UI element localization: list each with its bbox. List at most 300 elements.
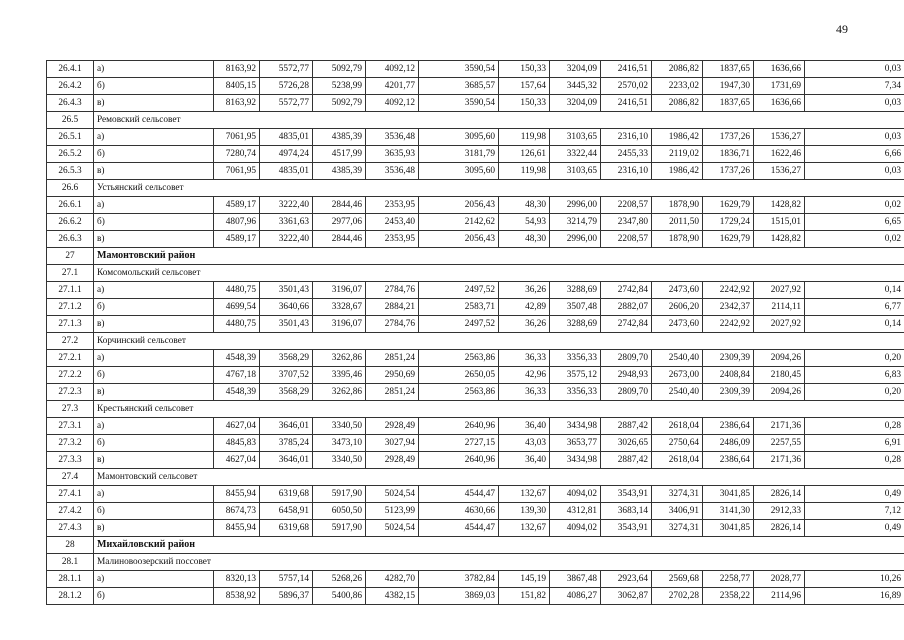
row-variant: в): [94, 163, 214, 180]
row-code: 28.1.2: [47, 588, 94, 605]
value-cell: 2386,64: [703, 452, 754, 469]
value-cell: 2347,80: [601, 214, 652, 231]
section-name: Крестьянский сельсовет: [94, 401, 904, 418]
row-variant: в): [94, 95, 214, 112]
value-cell: 3568,29: [260, 384, 313, 401]
value-cell: 6458,91: [260, 503, 313, 520]
value-cell: 3328,67: [313, 299, 366, 316]
row-code: 26.5.2: [47, 146, 94, 163]
section-name: Комсомольский сельсовет: [94, 265, 904, 282]
value-cell: 2702,28: [652, 588, 703, 605]
value-cell: 3473,10: [313, 435, 366, 452]
value-cell: 36,33: [499, 350, 550, 367]
value-cell: 4382,15: [366, 588, 419, 605]
table-row: [47, 418, 904, 435]
value-cell: 2258,77: [703, 571, 754, 588]
value-cell: 2416,51: [601, 61, 652, 78]
value-cell: 2094,26: [754, 350, 805, 367]
table-row: [47, 452, 904, 469]
value-cell: 3590,54: [419, 95, 499, 112]
value-cell: 3196,07: [313, 316, 366, 333]
value-cell: 36,40: [499, 452, 550, 469]
row-variant: б): [94, 214, 214, 231]
value-cell: 7061,95: [214, 129, 260, 146]
table-body: [47, 61, 904, 605]
value-cell: 2180,45: [754, 367, 805, 384]
row-variant: в): [94, 316, 214, 333]
value-cell: 4630,66: [419, 503, 499, 520]
value-cell: 3062,87: [601, 588, 652, 605]
value-cell: 2912,33: [754, 503, 805, 520]
table-row: [47, 95, 904, 112]
value-cell: 2844,46: [313, 231, 366, 248]
value-cell: 2809,70: [601, 384, 652, 401]
value-cell: 2996,00: [550, 197, 601, 214]
value-cell: 2887,42: [601, 418, 652, 435]
row-code: 27.2.2: [47, 367, 94, 384]
value-cell: 3214,79: [550, 214, 601, 231]
row-code: 27.1.1: [47, 282, 94, 299]
row-variant: б): [94, 78, 214, 95]
value-cell: 2473,60: [652, 282, 703, 299]
value-cell: 5572,77: [260, 95, 313, 112]
value-cell: 1536,27: [754, 163, 805, 180]
value-cell: 2996,00: [550, 231, 601, 248]
row-variant: б): [94, 146, 214, 163]
value-cell: 2851,24: [366, 384, 419, 401]
value-cell: 1536,27: [754, 129, 805, 146]
row-variant: а): [94, 418, 214, 435]
value-cell: 7,34: [805, 78, 904, 95]
row-variant: а): [94, 61, 214, 78]
row-code: 27.2: [47, 333, 94, 350]
table-row: [47, 571, 904, 588]
value-cell: 119,98: [499, 163, 550, 180]
value-cell: 3707,52: [260, 367, 313, 384]
value-cell: 36,33: [499, 384, 550, 401]
row-variant: а): [94, 197, 214, 214]
value-cell: 3340,50: [313, 452, 366, 469]
value-cell: 3434,98: [550, 418, 601, 435]
value-cell: 5572,77: [260, 61, 313, 78]
value-cell: 3222,40: [260, 231, 313, 248]
value-cell: 4544,47: [419, 486, 499, 503]
value-cell: 43,03: [499, 435, 550, 452]
value-cell: 4845,83: [214, 435, 260, 452]
value-cell: 1428,82: [754, 197, 805, 214]
value-cell: 4589,17: [214, 231, 260, 248]
section-header-row: [47, 333, 904, 350]
value-cell: 1737,26: [703, 163, 754, 180]
value-cell: 2563,86: [419, 350, 499, 367]
value-cell: 36,40: [499, 418, 550, 435]
value-cell: 2977,06: [313, 214, 366, 231]
value-cell: 0,03: [805, 61, 904, 78]
row-code: 27.2.3: [47, 384, 94, 401]
value-cell: 6,91: [805, 435, 904, 452]
value-cell: 3141,30: [703, 503, 754, 520]
value-cell: 1737,26: [703, 129, 754, 146]
value-cell: 1515,01: [754, 214, 805, 231]
row-variant: б): [94, 503, 214, 520]
value-cell: 4627,04: [214, 452, 260, 469]
value-cell: 1428,82: [754, 231, 805, 248]
value-cell: 2257,55: [754, 435, 805, 452]
table-row: [47, 129, 904, 146]
value-cell: 5092,79: [313, 95, 366, 112]
value-cell: 8320,13: [214, 571, 260, 588]
value-cell: 2011,50: [652, 214, 703, 231]
row-variant: в): [94, 520, 214, 537]
value-cell: 1986,42: [652, 163, 703, 180]
value-cell: 4092,12: [366, 61, 419, 78]
value-cell: 3262,86: [313, 384, 366, 401]
value-cell: 4807,96: [214, 214, 260, 231]
section-name: Корчинский сельсовет: [94, 333, 904, 350]
value-cell: 10,26: [805, 571, 904, 588]
value-cell: 3222,40: [260, 197, 313, 214]
value-cell: 48,30: [499, 197, 550, 214]
row-variant: а): [94, 129, 214, 146]
row-code: 27.2.1: [47, 350, 94, 367]
value-cell: 3640,66: [260, 299, 313, 316]
row-code: 27.3.1: [47, 418, 94, 435]
value-cell: 3646,01: [260, 452, 313, 469]
value-cell: 2309,39: [703, 384, 754, 401]
value-cell: 2784,76: [366, 316, 419, 333]
section-header-row: [47, 401, 904, 418]
row-variant: б): [94, 299, 214, 316]
value-cell: 2928,49: [366, 418, 419, 435]
table-row: [47, 146, 904, 163]
row-code: 26.5: [47, 112, 94, 129]
table-row: [47, 384, 904, 401]
row-code: 27.3: [47, 401, 94, 418]
section-header-row: [47, 180, 904, 197]
section-header-row: [47, 469, 904, 486]
table-row: [47, 231, 904, 248]
value-cell: 36,26: [499, 316, 550, 333]
value-cell: 3288,69: [550, 282, 601, 299]
value-cell: 3181,79: [419, 146, 499, 163]
row-variant: б): [94, 367, 214, 384]
value-cell: 5757,14: [260, 571, 313, 588]
value-cell: 0,28: [805, 418, 904, 435]
page-number: 49: [836, 22, 848, 36]
value-cell: 2242,92: [703, 316, 754, 333]
value-cell: 6,65: [805, 214, 904, 231]
value-cell: 4767,18: [214, 367, 260, 384]
value-cell: 3196,07: [313, 282, 366, 299]
value-cell: 16,89: [805, 588, 904, 605]
value-cell: 2094,26: [754, 384, 805, 401]
value-cell: 0,20: [805, 384, 904, 401]
value-cell: 2386,64: [703, 418, 754, 435]
value-cell: 2416,51: [601, 95, 652, 112]
row-code: 26.6: [47, 180, 94, 197]
value-cell: 4086,27: [550, 588, 601, 605]
value-cell: 2618,04: [652, 418, 703, 435]
value-cell: 2583,71: [419, 299, 499, 316]
section-header-row: [47, 554, 904, 571]
value-cell: 4480,75: [214, 282, 260, 299]
value-cell: 1636,66: [754, 61, 805, 78]
table-row: [47, 316, 904, 333]
value-cell: 139,30: [499, 503, 550, 520]
value-cell: 2928,49: [366, 452, 419, 469]
row-code: 27.1.3: [47, 316, 94, 333]
value-cell: 3536,48: [366, 163, 419, 180]
value-cell: 2727,15: [419, 435, 499, 452]
value-cell: 42,96: [499, 367, 550, 384]
value-cell: 2316,10: [601, 129, 652, 146]
value-cell: 2784,76: [366, 282, 419, 299]
value-cell: 3026,65: [601, 435, 652, 452]
value-cell: 3204,09: [550, 61, 601, 78]
value-cell: 5092,79: [313, 61, 366, 78]
table-row: [47, 588, 904, 605]
value-cell: 4548,39: [214, 384, 260, 401]
value-cell: 2086,82: [652, 95, 703, 112]
value-cell: 3590,54: [419, 61, 499, 78]
row-variant: а): [94, 282, 214, 299]
row-code: 26.4.3: [47, 95, 94, 112]
value-cell: 2540,40: [652, 384, 703, 401]
table-row: [47, 435, 904, 452]
value-cell: 1729,24: [703, 214, 754, 231]
table-row: [47, 282, 904, 299]
value-cell: 2473,60: [652, 316, 703, 333]
value-cell: 2486,09: [703, 435, 754, 452]
value-cell: 3095,60: [419, 163, 499, 180]
value-cell: 3041,85: [703, 486, 754, 503]
value-cell: 1731,69: [754, 78, 805, 95]
value-cell: 2563,86: [419, 384, 499, 401]
value-cell: 2208,57: [601, 197, 652, 214]
row-variant: в): [94, 384, 214, 401]
value-cell: 150,33: [499, 95, 550, 112]
row-code: 27: [47, 248, 94, 265]
value-cell: 151,82: [499, 588, 550, 605]
district-header-row: [47, 537, 904, 554]
value-cell: 157,64: [499, 78, 550, 95]
table-row: [47, 61, 904, 78]
value-cell: 6319,68: [260, 520, 313, 537]
value-cell: 5024,54: [366, 486, 419, 503]
value-cell: 3575,12: [550, 367, 601, 384]
value-cell: 2851,24: [366, 350, 419, 367]
value-cell: 1629,79: [703, 231, 754, 248]
district-name: Михайловский район: [94, 537, 904, 554]
value-cell: 2114,96: [754, 588, 805, 605]
value-cell: 4974,24: [260, 146, 313, 163]
value-cell: 2618,04: [652, 452, 703, 469]
value-cell: 2950,69: [366, 367, 419, 384]
row-code: 27.4: [47, 469, 94, 486]
value-cell: 3507,48: [550, 299, 601, 316]
row-code: 26.4.1: [47, 61, 94, 78]
value-cell: 4544,47: [419, 520, 499, 537]
value-cell: 2650,05: [419, 367, 499, 384]
value-cell: 2316,10: [601, 163, 652, 180]
value-cell: 3785,24: [260, 435, 313, 452]
value-cell: 8455,94: [214, 486, 260, 503]
table-row: [47, 350, 904, 367]
value-cell: 126,61: [499, 146, 550, 163]
row-code: 27.4.2: [47, 503, 94, 520]
value-cell: 3395,46: [313, 367, 366, 384]
row-code: 27.1.2: [47, 299, 94, 316]
value-cell: 4517,99: [313, 146, 366, 163]
value-cell: 3274,31: [652, 486, 703, 503]
row-code: 26.6.1: [47, 197, 94, 214]
value-cell: 3646,01: [260, 418, 313, 435]
value-cell: 2056,43: [419, 197, 499, 214]
value-cell: 6,83: [805, 367, 904, 384]
value-cell: 2028,77: [754, 571, 805, 588]
value-cell: 3340,50: [313, 418, 366, 435]
section-name: Ремовский сельсовет: [94, 112, 904, 129]
value-cell: 2455,33: [601, 146, 652, 163]
value-cell: 3262,86: [313, 350, 366, 367]
value-cell: 2606,20: [652, 299, 703, 316]
value-cell: 0,14: [805, 282, 904, 299]
value-cell: 1636,66: [754, 95, 805, 112]
value-cell: 3356,33: [550, 384, 601, 401]
value-cell: 150,33: [499, 61, 550, 78]
row-variant: а): [94, 571, 214, 588]
value-cell: 2742,84: [601, 316, 652, 333]
value-cell: 2119,02: [652, 146, 703, 163]
value-cell: 3683,14: [601, 503, 652, 520]
section-name: Малиновоозерский поссовет: [94, 554, 904, 571]
data-table: [46, 60, 904, 605]
value-cell: 5268,26: [313, 571, 366, 588]
value-cell: 0,02: [805, 197, 904, 214]
value-cell: 2742,84: [601, 282, 652, 299]
value-cell: 5024,54: [366, 520, 419, 537]
row-code: 26.6.3: [47, 231, 94, 248]
value-cell: 8674,73: [214, 503, 260, 520]
value-cell: 2027,92: [754, 282, 805, 299]
value-cell: 2540,40: [652, 350, 703, 367]
row-variant: в): [94, 231, 214, 248]
value-cell: 42,89: [499, 299, 550, 316]
value-cell: 8163,92: [214, 95, 260, 112]
value-cell: 4548,39: [214, 350, 260, 367]
value-cell: 2640,96: [419, 452, 499, 469]
value-cell: 4385,39: [313, 163, 366, 180]
value-cell: 3288,69: [550, 316, 601, 333]
value-cell: 132,67: [499, 520, 550, 537]
value-cell: 0,03: [805, 95, 904, 112]
value-cell: 8405,15: [214, 78, 260, 95]
value-cell: 54,93: [499, 214, 550, 231]
value-cell: 2353,95: [366, 231, 419, 248]
value-cell: 2171,36: [754, 452, 805, 469]
value-cell: 36,26: [499, 282, 550, 299]
value-cell: 2809,70: [601, 350, 652, 367]
row-code: 27.1: [47, 265, 94, 282]
value-cell: 3501,43: [260, 282, 313, 299]
value-cell: 1629,79: [703, 197, 754, 214]
value-cell: 0,49: [805, 486, 904, 503]
value-cell: 4282,70: [366, 571, 419, 588]
row-code: 27.4.3: [47, 520, 94, 537]
table-row: [47, 520, 904, 537]
row-variant: а): [94, 486, 214, 503]
section-name: Мамонтовский сельсовет: [94, 469, 904, 486]
value-cell: 5917,90: [313, 520, 366, 537]
value-cell: 1837,65: [703, 61, 754, 78]
value-cell: 0,49: [805, 520, 904, 537]
value-cell: 5123,99: [366, 503, 419, 520]
value-cell: 3782,84: [419, 571, 499, 588]
value-cell: 3204,09: [550, 95, 601, 112]
value-cell: 1837,65: [703, 95, 754, 112]
value-cell: 3103,65: [550, 129, 601, 146]
value-cell: 2570,02: [601, 78, 652, 95]
value-cell: 4480,75: [214, 316, 260, 333]
value-cell: 1622,46: [754, 146, 805, 163]
value-cell: 4092,12: [366, 95, 419, 112]
value-cell: 3406,91: [652, 503, 703, 520]
value-cell: 4201,77: [366, 78, 419, 95]
value-cell: 7,12: [805, 503, 904, 520]
value-cell: 2309,39: [703, 350, 754, 367]
row-code: 26.4.2: [47, 78, 94, 95]
value-cell: 2948,93: [601, 367, 652, 384]
row-variant: б): [94, 435, 214, 452]
value-cell: 4627,04: [214, 418, 260, 435]
value-cell: 48,30: [499, 231, 550, 248]
value-cell: 3568,29: [260, 350, 313, 367]
table-row: [47, 78, 904, 95]
row-code: 27.3.2: [47, 435, 94, 452]
value-cell: 2342,37: [703, 299, 754, 316]
value-cell: 3543,91: [601, 520, 652, 537]
table-row: [47, 299, 904, 316]
value-cell: 1878,90: [652, 231, 703, 248]
value-cell: 3536,48: [366, 129, 419, 146]
value-cell: 2408,84: [703, 367, 754, 384]
row-code: 26.5.3: [47, 163, 94, 180]
value-cell: 2923,64: [601, 571, 652, 588]
value-cell: 3095,60: [419, 129, 499, 146]
district-name: Мамонтовский район: [94, 248, 904, 265]
section-header-row: [47, 265, 904, 282]
value-cell: 3653,77: [550, 435, 601, 452]
value-cell: 3867,48: [550, 571, 601, 588]
value-cell: 5917,90: [313, 486, 366, 503]
value-cell: 2884,21: [366, 299, 419, 316]
value-cell: 2233,02: [652, 78, 703, 95]
value-cell: 4699,54: [214, 299, 260, 316]
value-cell: 3543,91: [601, 486, 652, 503]
value-cell: 0,02: [805, 231, 904, 248]
row-variant: а): [94, 350, 214, 367]
value-cell: 3434,98: [550, 452, 601, 469]
value-cell: 7061,95: [214, 163, 260, 180]
value-cell: 0,28: [805, 452, 904, 469]
value-cell: 2497,52: [419, 316, 499, 333]
value-cell: 2826,14: [754, 486, 805, 503]
value-cell: 119,98: [499, 129, 550, 146]
value-cell: 4835,01: [260, 163, 313, 180]
value-cell: 3869,03: [419, 588, 499, 605]
value-cell: 2056,43: [419, 231, 499, 248]
table-row: [47, 503, 904, 520]
